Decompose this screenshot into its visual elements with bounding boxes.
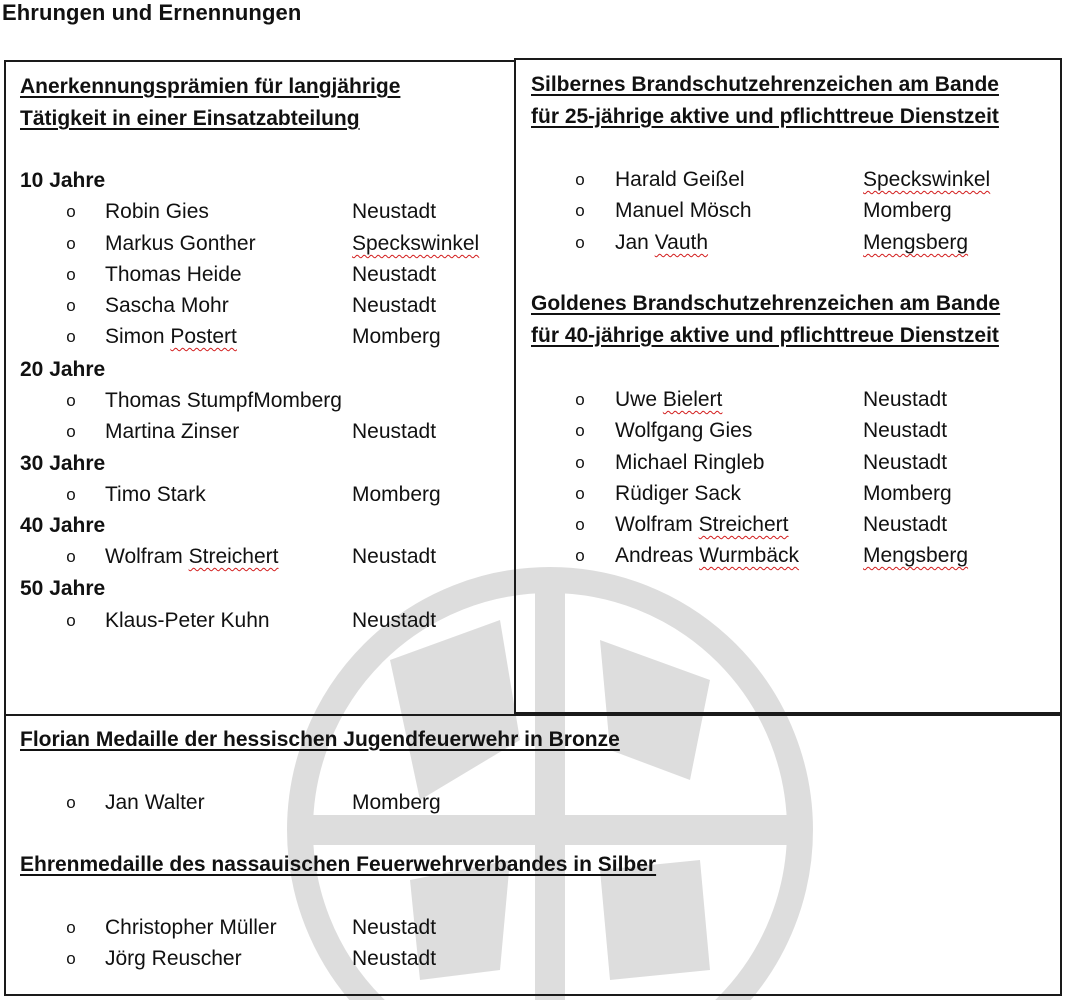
honoree-place: Momberg — [352, 483, 441, 506]
honoree-place: Neustadt — [352, 916, 437, 939]
silver-heading-line2: für 25-jährige aktive und pflichttreue Dienstzeit — [531, 105, 999, 128]
honoree-place: Neustadt — [352, 545, 437, 568]
honoree-place: Neustadt — [863, 451, 948, 474]
group-label-10: 10 Jahre — [20, 169, 106, 192]
honoree-place: Momberg — [352, 325, 441, 348]
honoree-place: Neustadt — [352, 420, 437, 443]
honoree-place: Mengsberg — [863, 544, 969, 567]
honoree-place: Momberg — [352, 791, 441, 814]
honoree-name: Wolfram Streichert — [615, 513, 789, 536]
bullet-icon: o — [66, 918, 76, 937]
bullet-icon: o — [575, 515, 585, 534]
honoree-name: Rüdiger Sack — [615, 482, 742, 505]
silver-heading-line1: Silbernes Brandschutzehrenzeichen am Bande — [531, 73, 999, 96]
bullet-icon: o — [66, 234, 76, 253]
honoree-name: Manuel Mösch — [615, 199, 752, 222]
honoree-place: Neustadt — [352, 263, 437, 286]
honoree-place: Speckswinkel — [352, 232, 480, 255]
bullet-icon: o — [66, 391, 76, 410]
honoree-place: Neustadt — [352, 947, 437, 970]
honoree-name: Wolfgang Gies — [615, 419, 753, 442]
honoree-place: Momberg — [863, 482, 952, 505]
bullet-icon: o — [575, 390, 585, 409]
honoree-name: Jan Vauth — [615, 231, 709, 254]
bullet-icon: o — [66, 949, 76, 968]
honoree-place: Neustadt — [352, 294, 437, 317]
bullet-icon: o — [66, 422, 76, 441]
honoree-name: Andreas Wurmbäck — [615, 544, 800, 567]
honoree-name: Timo Stark — [105, 483, 206, 506]
honoree-name: Jan Walter — [105, 791, 205, 814]
honoree-place: Neustadt — [352, 609, 437, 632]
honoree-name: Christopher Müller — [105, 916, 277, 939]
bullet-icon: o — [575, 453, 585, 472]
bullet-icon: o — [575, 484, 585, 503]
recognition-heading-line2: Tätigkeit in einer Einsatzabteilung — [20, 107, 360, 130]
honoree-place: Neustadt — [863, 419, 948, 442]
florian-heading: Florian Medaille der hessischen Jugendfeuerwehr in Bronze — [20, 728, 620, 751]
bullet-icon: o — [66, 202, 76, 221]
nassau-heading: Ehrenmedaille des nassauischen Feuerwehrverbandes in Silber — [20, 853, 657, 876]
group-label-40: 40 Jahre — [20, 514, 106, 537]
honoree-name: Sascha Mohr — [105, 294, 229, 317]
honoree-place: Momberg — [863, 199, 952, 222]
honoree-name: Martina Zinser — [105, 420, 240, 443]
honoree-name: Markus Gonther — [105, 232, 256, 255]
honoree-place: Mengsberg — [863, 231, 969, 254]
honoree-place: Neustadt — [863, 513, 948, 536]
bullet-icon: o — [66, 265, 76, 284]
honoree-name: Michael Ringleb — [615, 451, 765, 474]
bullet-icon: o — [66, 327, 76, 346]
bullet-icon: o — [66, 611, 76, 630]
bullet-icon: o — [66, 296, 76, 315]
honoree-name: Wolfram Streichert — [105, 545, 279, 568]
bullet-icon: o — [575, 546, 585, 565]
bullet-icon: o — [575, 233, 585, 252]
honoree-name: Simon Postert — [105, 325, 237, 348]
fire-protection-box — [514, 58, 1062, 714]
bullet-icon: o — [66, 485, 76, 504]
bullet-icon: o — [575, 201, 585, 220]
gold-heading-line2: für 40-jährige aktive und pflichttreue Dienstzeit — [531, 324, 999, 347]
honoree-place: Neustadt — [352, 200, 437, 223]
recognition-heading-line1: Anerkennungsprämien für langjährige — [20, 75, 401, 98]
group-label-30: 30 Jahre — [20, 452, 106, 475]
honoree-name: Harald Geißel — [615, 168, 745, 191]
honoree-name: Thomas Heide — [105, 263, 242, 286]
honoree-place: Speckswinkel — [863, 168, 991, 191]
group-label-20: 20 Jahre — [20, 358, 106, 381]
honoree-place: Neustadt — [863, 388, 948, 411]
honoree-name: Uwe Bielert — [615, 388, 723, 411]
honoree-name: Thomas StumpfMomberg — [105, 389, 342, 412]
bullet-icon: o — [66, 547, 76, 566]
honoree-name: Robin Gies — [105, 200, 209, 223]
gold-heading-line1: Goldenes Brandschutzehrenzeichen am Bande — [531, 292, 1001, 315]
page-title: Ehrungen und Ernennungen — [2, 0, 302, 25]
bullet-icon: o — [575, 421, 585, 440]
honoree-name: Jörg Reuscher — [105, 947, 242, 970]
group-label-50: 50 Jahre — [20, 577, 106, 600]
bullet-icon: o — [66, 793, 76, 812]
honoree-name: Klaus-Peter Kuhn — [105, 609, 270, 632]
bullet-icon: o — [575, 170, 585, 189]
